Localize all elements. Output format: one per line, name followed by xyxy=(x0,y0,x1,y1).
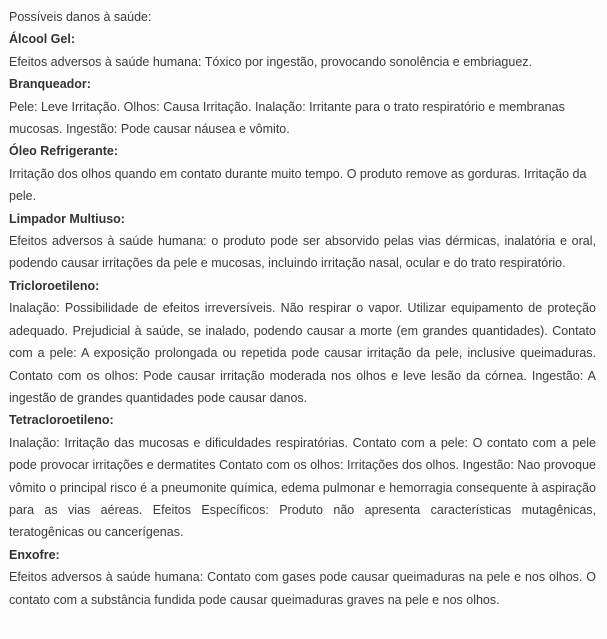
section-heading: Óleo Refrigerante: xyxy=(9,144,119,159)
section-heading: Limpador Multiuso: xyxy=(9,211,125,226)
section-body: Inalação: Possibilidade de efeitos irreversíveis. Não respirar o vapor. Utilizar equipamento de proteção adequado. Prejudicial à saúde, se inalado, podendo causar a morte (em grandes quantidades). Contato com a pele: A exposição prolongada ou repetida pode causar irritação da pele, inclusive queimaduras. Contato com os olhos: Pode causar irritação moderada nos olhos e leve lesão da córnea. Ingestão: A ingestão de grandes quantidades pode causar danos. xyxy=(9,301,596,405)
section-heading: Enxofre: xyxy=(9,547,60,562)
section-heading: Álcool Gel: xyxy=(9,32,75,47)
section-body: Inalação: Irritação das mucosas e dificuldades respiratórias. Contato com a pele: O contato com a pele pode provocar irritações e dermatites Contato com os olhos: Irritações dos olhos. Ingestão: Nao provoque vômito o principal risco é a pneumonite química, edema pulmonar e hemorragia consequente à aspiração para as vias aéreas. Efeitos Específicos: Produto não apresenta características mutagênicas, teratogênicas ou cancerígenas. xyxy=(9,435,596,540)
section-body: Efeitos adversos à saúde humana: Tóxico por ingestão, provocando sonolência e embriaguez. xyxy=(9,54,533,69)
section-heading: Tricloroetileno: xyxy=(9,278,100,293)
section-body: Efeitos adversos à saúde humana: o produto pode ser absorvido pelas vias dérmicas, inalatória e oral, podendo causar irritações da pele e mucosas, incluindo irritação nasal, ocular e do trato respiratório. xyxy=(9,234,596,271)
section-oleo-refrigerante xyxy=(9,140,596,207)
section-body: Pele: Leve Irritação. Olhos: Causa Irritação. Inalação: Irritante para o trato respiratório e membranas mucosas. Ingestão: Pode causar náusea e vômito. xyxy=(9,99,565,137)
section-heading: Tetracloroetileno: xyxy=(9,413,114,428)
section-body: Irritação dos olhos quando em contato durante muito tempo. O produto remove as gorduras. Irritação da pele. xyxy=(9,166,587,204)
section-tricloroetileno xyxy=(9,275,596,409)
section-branqueador xyxy=(9,73,596,140)
section-enxofre xyxy=(9,544,596,611)
section-alcool-gel xyxy=(9,28,596,73)
section-tetracloroetileno xyxy=(9,409,596,543)
section-heading: Branqueador: xyxy=(9,77,91,92)
intro-line: Possíveis danos à saúde: xyxy=(9,10,152,24)
section-limpador-multiuso xyxy=(9,208,596,275)
section-body: Efeitos adversos à saúde humana: Contato com gases pode causar queimaduras na pele e nos olhos. O contato com a substância fundida pode causar queimaduras graves na pele e nos olhos. xyxy=(9,570,596,607)
